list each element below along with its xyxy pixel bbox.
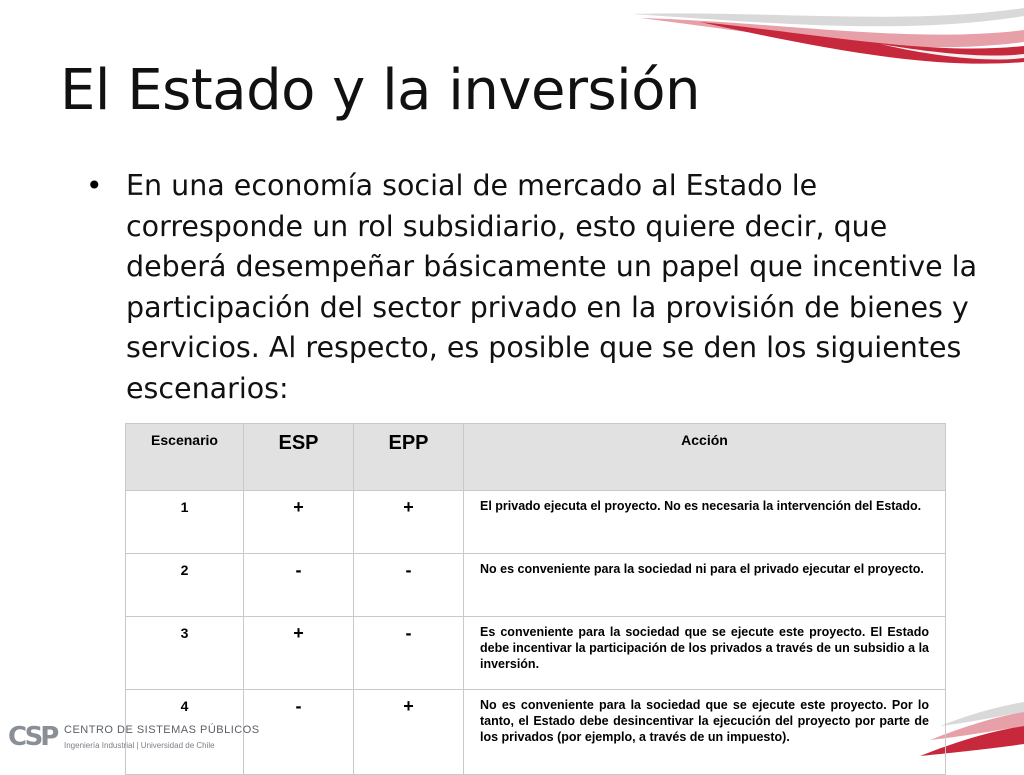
esp-sign: +	[244, 491, 354, 554]
logo-mark: CSP	[8, 722, 57, 752]
header-accion: Acción	[464, 424, 946, 491]
accion-text: No es conveniente para la sociedad que se ejecute este proyecto. Por lo tanto, el Estado debe desincentivar la ejecución del proyecto por parte de los privados (por ejemplo, a través de un impuesto).	[464, 690, 946, 775]
epp-sign: -	[354, 617, 464, 690]
accion-text: Es conveniente para la sociedad que se ejecute este proyecto. El Estado debe incentivar la participación de los privados a través de un subsidio a la inversión.	[464, 617, 946, 690]
epp-sign: +	[354, 491, 464, 554]
bullet-point	[86, 166, 986, 409]
header-esp: ESP	[244, 424, 354, 491]
accion-text: El privado ejecuta el proyecto. No es necesaria la intervención del Estado.	[464, 491, 946, 554]
scenario-number: 4	[126, 690, 244, 775]
table-row	[126, 617, 946, 690]
scenario-number: 3	[126, 617, 244, 690]
bullet-text: En una economía social de mercado al Estado le corresponde un rol subsidiario, esto quiere decir, que deberá desempeñar básicamente un papel que incentive la participación del sector privado en la provisión de bienes y servicios. Al respecto, es posible que se den los siguientes escenarios:	[126, 169, 978, 405]
esp-sign: -	[244, 690, 354, 775]
esp-sign: +	[244, 617, 354, 690]
logo-subtitle: Ingeniería Industrial | Universidad de Chile	[64, 741, 215, 750]
epp-sign: -	[354, 554, 464, 617]
scenario-number: 2	[126, 554, 244, 617]
scenarios-table	[125, 423, 946, 775]
table-row	[126, 554, 946, 617]
header-escenario: Escenario	[126, 424, 244, 491]
table-row	[126, 491, 946, 554]
slide-title: El Estado y la inversión	[60, 58, 700, 123]
esp-sign: -	[244, 554, 354, 617]
logo-name: CENTRO DE SISTEMAS PÚBLICOS	[64, 724, 260, 736]
epp-sign: +	[354, 690, 464, 775]
header-epp: EPP	[354, 424, 464, 491]
accion-text: No es conveniente para la sociedad ni para el privado ejecutar el proyecto.	[464, 554, 946, 617]
bullet-marker: •	[86, 169, 103, 202]
scenario-number: 1	[126, 491, 244, 554]
table-header-row	[126, 424, 946, 491]
